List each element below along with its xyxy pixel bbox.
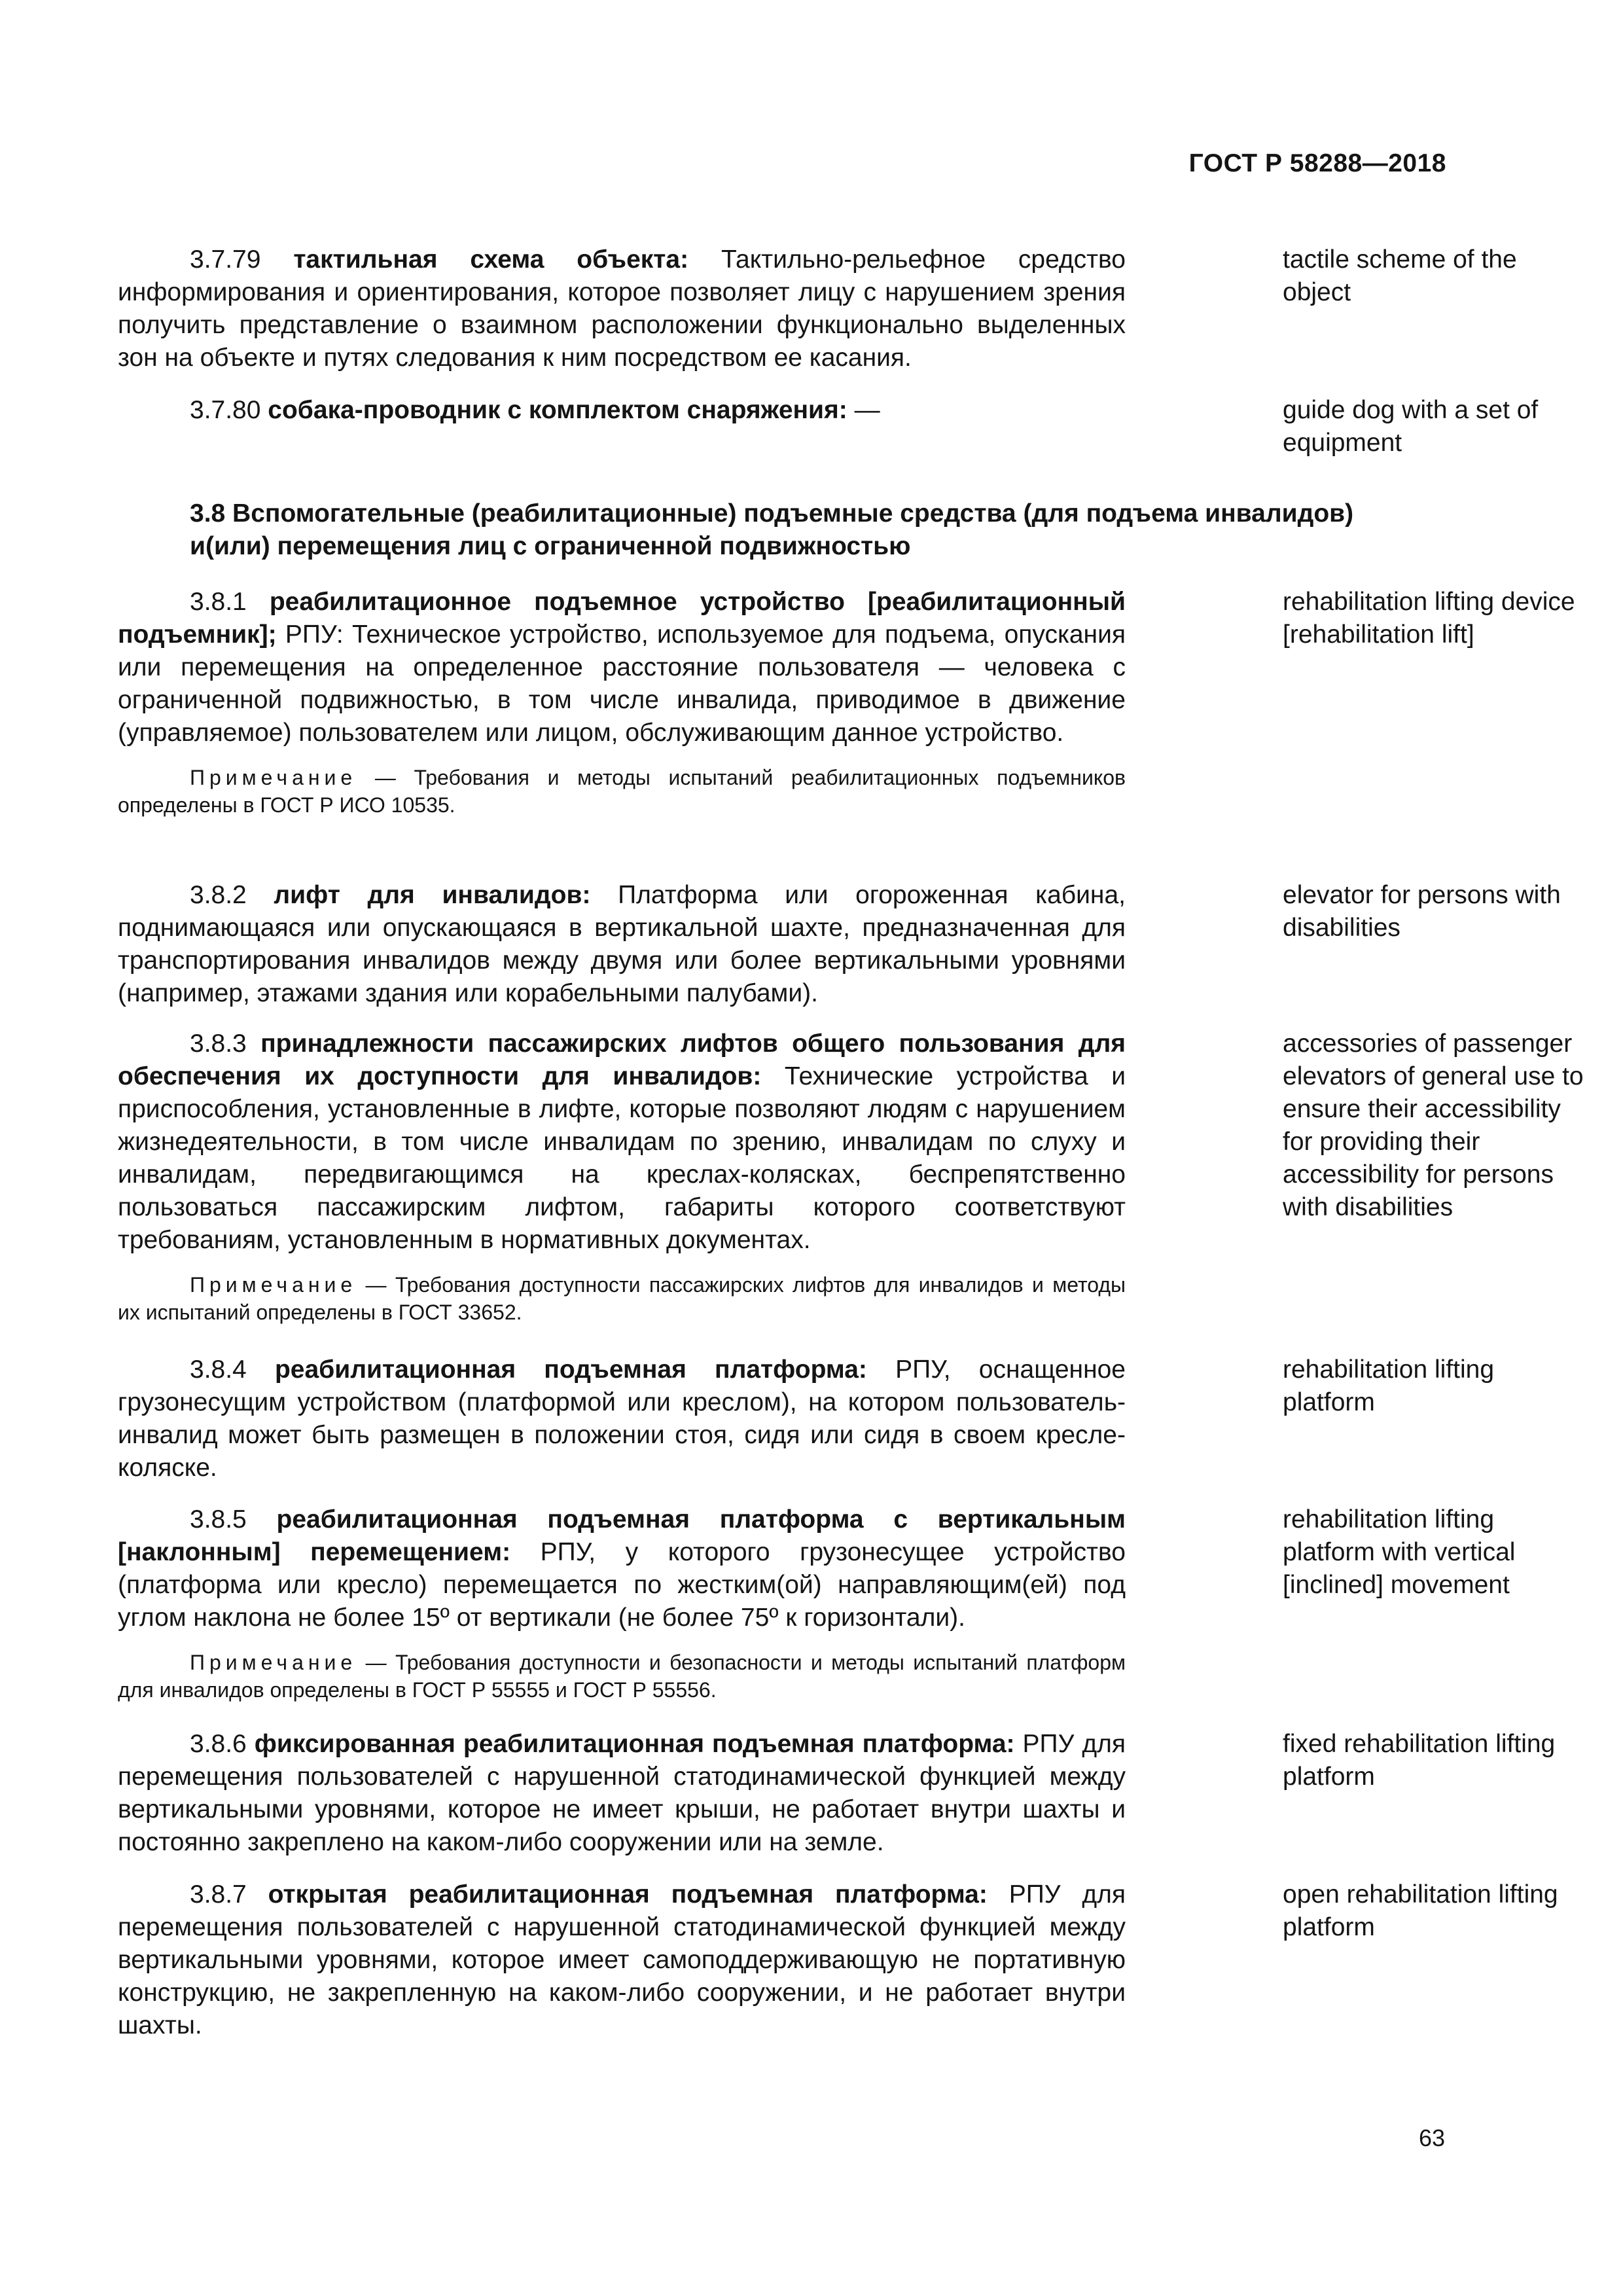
term-entry-3-7-79 [118, 243, 1517, 374]
term-entry-3-8-6 [118, 1728, 1556, 1859]
term-text: Тактильно-рельефное средство информирования и ориентирования, которое позволяет лицу с нарушением зрения получить представление о взаимном расположении функционально выделенных зон на объекте и путях следования к ним посредством ее касания. [118, 245, 1126, 372]
term-definition [118, 1028, 1126, 1257]
term-number: 3.8.6 [190, 1730, 247, 1758]
term-definition [118, 586, 1126, 749]
term-title: фиксированная реабилитационная подъемная платформа: [254, 1730, 1015, 1758]
term-entry-3-8-1 [118, 586, 1575, 819]
term-title: открытая реабилитационная подъемная платформа: [268, 1880, 988, 1909]
note-label: Примечание [190, 1273, 357, 1297]
term-definition [118, 1728, 1126, 1859]
term-text: РПУ, оснащенное грузонесущим устройством (платформой или креслом), на котором пользователь-инвалид может быть размещен в положении стоя, сидя или сидя в своем кресле-коляске. [118, 1355, 1126, 1482]
note [118, 1649, 1126, 1704]
english-equivalent: accessories of passenger elevators of general use to ensure their accessibility for providing their accessibility for persons with disabilities [1283, 1030, 1584, 1221]
term-number: 3.8.7 [190, 1880, 247, 1909]
term-number: 3.8.1 [190, 588, 247, 616]
english-equivalent: rehabilitation lifting platform [1283, 1355, 1495, 1416]
term-entry-3-8-3 [118, 1028, 1584, 1326]
term-entry-3-8-2 [118, 879, 1561, 1010]
term-entry-3-8-5 [118, 1503, 1516, 1704]
note-text: — Требования и методы испытаний реабилитационных подъемников определены в ГОСТ Р ИСО 10535. [118, 766, 1126, 817]
note-text: — Требования доступности пассажирских лифтов для инвалидов и методы их испытаний определены в ГОСТ 33652. [118, 1273, 1126, 1324]
term-text: РПУ для перемещения пользователей с нарушенной статодинамической функцией между вертикальными уровнями, которое имеет самоподдерживающую не портативную конструкцию, не закрепленную на каком-либо сооружении, и не работает внутри шахты. [118, 1880, 1126, 2039]
term-entry-3-8-7 [118, 1878, 1558, 2042]
section-heading: 3.8 Вспомогательные (реабилитационные) подъемные средства (для подъема инвалидов) и(или) перемещения лиц с ограниченной подвижностью [190, 499, 1354, 560]
term-text: — [847, 396, 880, 424]
term-number: 3.8.3 [190, 1030, 247, 1058]
page-number: 63 [1418, 2125, 1445, 2151]
term-number: 3.8.2 [190, 881, 247, 909]
term-definition [118, 1878, 1126, 2042]
note-label: Примечание [190, 1651, 357, 1674]
term-text: РПУ: Техническое устройство, используемое для подъема, опускания или перемещения на определенное расстояние пользователя — человека с ограниченной подвижностью, в том числе инвалида, приводимое в движение (управляемое) пользователем или лицом, обслуживающим данное устройство. [118, 620, 1126, 747]
term-title: тактильная схема объекта: [293, 245, 689, 274]
note [118, 1271, 1126, 1326]
term-title: собака-проводник с комплектом снаряжения: [268, 396, 847, 424]
term-number: 3.8.5 [190, 1505, 247, 1534]
note-label: Примечание [190, 766, 357, 789]
term-title: реабилитационная подъемная платформа с вертикальным [наклонным] перемещением: [118, 1505, 1126, 1566]
term-title: реабилитационная подъемная платформа: [274, 1355, 867, 1384]
term-number: 3.7.79 [190, 245, 261, 274]
term-number: 3.7.80 [190, 396, 261, 424]
term-definition [118, 394, 1126, 427]
english-equivalent: guide dog with a set of equipment [1283, 396, 1539, 457]
term-text: РПУ, у которого грузонесущее устройство (платформа или кресло) перемещается по жестким(ой) направляющим(ей) под углом наклона не более 15º от вертикали (не более 75º к горизонтали). [118, 1538, 1126, 1632]
term-entry-3-7-80 [118, 394, 1539, 457]
english-equivalent: fixed rehabilitation lifting platform [1283, 1730, 1556, 1791]
english-equivalent: open rehabilitation lifting platform [1283, 1880, 1558, 1941]
english-equivalent: rehabilitation lifting platform with vertical [inclined] movement [1283, 1505, 1516, 1599]
term-text: РПУ для перемещения пользователей с нарушенной статодинамической функцией между вертикальными уровнями, которое не имеет крыши, не работает внутри шахты и постоянно закреплено на каком-либо сооружении или на земле. [118, 1730, 1126, 1856]
english-equivalent: rehabilitation lifting device [rehabilitation lift] [1283, 588, 1575, 649]
term-title: реабилитационное подъемное устройство [реабилитационный подъемник]; [118, 588, 1126, 649]
english-equivalent: elevator for persons with disabilities [1283, 881, 1561, 942]
term-definition [118, 1503, 1126, 1634]
document-code-header: ГОСТ Р 58288—2018 [1188, 149, 1446, 177]
term-text: Технические устройства и приспособления, установленные в лифте, которые позволяют людям с нарушением жизнедеятельности, в том числе инвалидам по зрению, инвалидам по слуху и инвалидам, передвигающимся на креслах-колясках, беспрепятственно пользоваться пассажирским лифтом, габариты которого соответствуют требованиям, установленным в нормативных документах. [118, 1062, 1126, 1254]
term-definition [118, 879, 1126, 1010]
term-entry-3-8-4 [118, 1354, 1495, 1484]
note [118, 764, 1126, 819]
english-equivalent: tactile scheme of the object [1283, 245, 1517, 306]
note-text: — Требования доступности и безопасности и методы испытаний платформ для инвалидов определены в ГОСТ Р 55555 и ГОСТ Р 55556. [118, 1651, 1126, 1702]
term-text: Платформа или огороженная кабина, поднимающаяся или опускающаяся в вертикальной шахте, предназначенная для транспортирования инвалидов между двумя или более вертикальными уровнями (например, этажами здания или корабельными палубами). [118, 881, 1126, 1007]
term-number: 3.8.4 [190, 1355, 247, 1384]
term-definition [118, 243, 1126, 374]
term-title: лифт для инвалидов: [274, 881, 591, 909]
term-title: принадлежности пассажирских лифтов общего пользования для обеспечения их доступности для инвалидов: [118, 1030, 1126, 1090]
term-definition [118, 1354, 1126, 1484]
